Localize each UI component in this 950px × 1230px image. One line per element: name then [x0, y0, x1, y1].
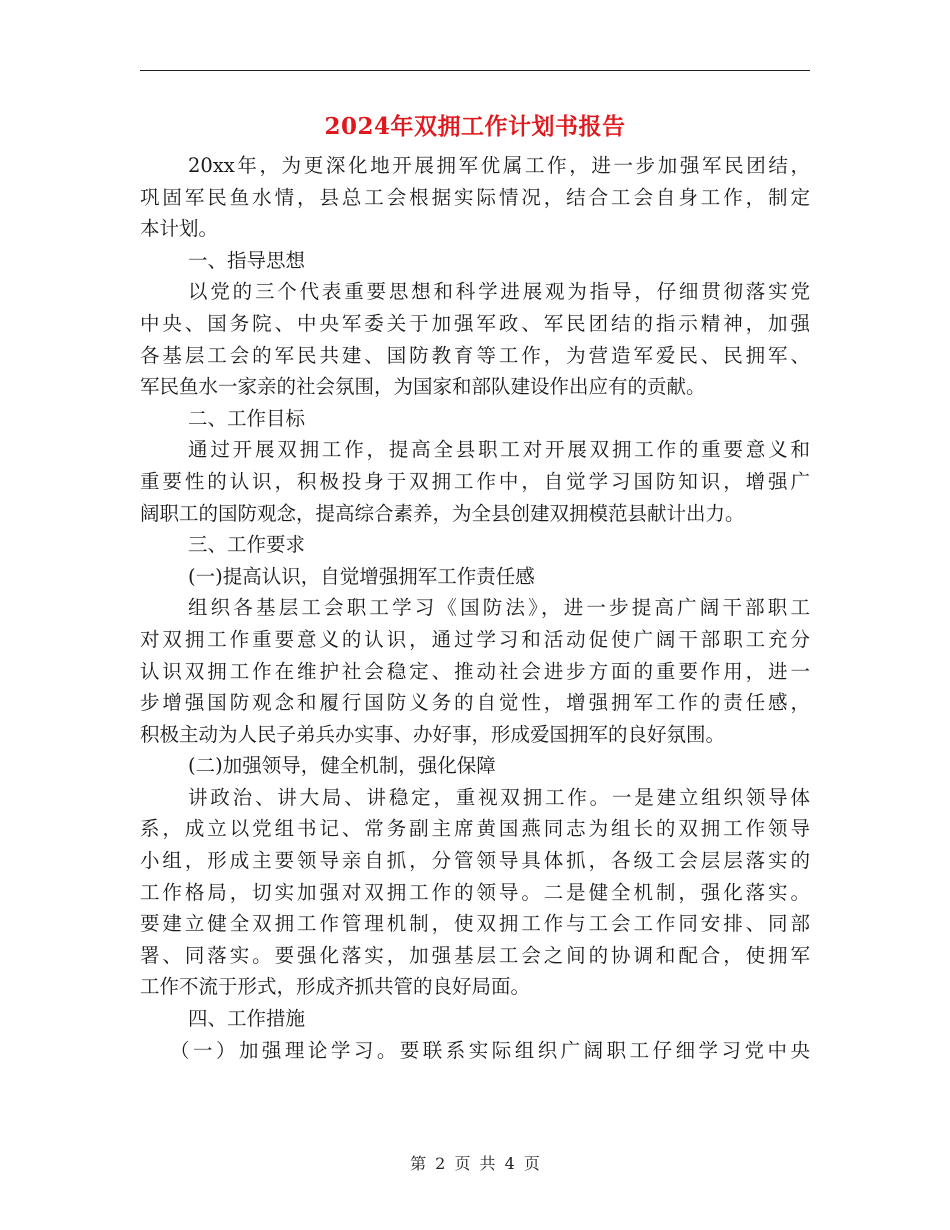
section-heading: 一、指导思想	[188, 248, 306, 272]
header-rule	[140, 70, 810, 71]
paragraph-line: 组织各基层工会职工学习《国防法》，进一步提高广阔干部职工	[188, 596, 810, 620]
section-heading: 四、工作措施	[188, 1007, 306, 1031]
paragraph-line: 军民鱼水一家亲的社会氛围，为国家和部队建设作出应有的贡献。	[140, 375, 706, 399]
subsection-heading: (一)提高认识，自觉增强拥军工作责任感	[188, 564, 535, 588]
paragraph-line: 工作格局，切实加强对双拥工作的领导。二是健全机制，强化落实。	[140, 880, 810, 904]
paragraph-line: 小组，形成主要领导亲自抓，分管领导具体抓，各级工会层层落实的	[140, 849, 810, 873]
paragraph-line: 积极主动为人民子弟兵办实事、办好事，形成爱国拥军的良好氛围。	[140, 722, 726, 746]
section-heading: 二、工作目标	[188, 406, 306, 430]
paragraph-line: 巩固军民鱼水情，县总工会根据实际情况，结合工会自身工作，制定	[140, 185, 810, 209]
paragraph-line: 中央、国务院、中央军委关于加强军政、军民团结的指示精神，加强	[140, 311, 810, 335]
paragraph-line: 认识双拥工作在维护社会稳定、推动社会进步方面的重要作用，进一	[140, 659, 810, 683]
paragraph-line: 讲政治、讲大局、讲稳定，重视双拥工作。一是建立组织领导体	[188, 785, 810, 809]
paragraph-line: 阔职工的国防观念，提高综合素养，为全县创建双拥模范县献计出力。	[140, 501, 745, 525]
document-body	[140, 150, 810, 1066]
paragraph-line: 通过开展双拥工作，提高全县职工对开展双拥工作的重要意义和	[188, 438, 810, 462]
paragraph-line: 署、同落实。要强化落实，加强基层工会之间的协调和配合，使拥军	[140, 943, 810, 967]
subsection-heading: (二)加强领导，健全机制，强化保障	[188, 754, 496, 778]
page-number: 第 2 页 共 4 页	[410, 1154, 540, 1173]
paragraph-line: 20xx年，为更深化地开展拥军优属工作，进一步加强军民团结，	[188, 154, 810, 177]
paragraph-line: 各基层工会的军民共建、国防教育等工作，为营造军爱民、民拥军、	[140, 343, 810, 367]
paragraph-line: 重要性的认识，积极投身于双拥工作中，自觉学习国防知识，增强广	[140, 469, 810, 493]
paragraph-line: 对双拥工作重要意义的认识，通过学习和活动促使广阔干部职工充分	[140, 627, 810, 651]
paragraph-line: 系，成立以党组书记、常务副主席黄国燕同志为组长的双拥工作领导	[140, 817, 810, 841]
paragraph-line: 以党的三个代表重要思想和科学进展观为指导，仔细贯彻落实党	[188, 280, 810, 304]
paragraph-line: 要建立健全双拥工作管理机制，使双拥工作与工会工作同安排、同部	[140, 912, 810, 936]
section-heading: 三、工作要求	[188, 533, 306, 557]
paragraph-line: （一）加强理论学习。要联系实际组织广阔职工仔细学习党中央	[170, 1038, 810, 1062]
paragraph-line: 本计划。	[140, 217, 219, 241]
paragraph-line: 步增强国防观念和履行国防义务的自觉性，增强拥军工作的责任感，	[140, 691, 810, 715]
document-title: 2024年双拥工作计划书报告	[324, 113, 626, 140]
paragraph-line: 工作不流于形式，形成齐抓共管的良好局面。	[140, 975, 531, 999]
